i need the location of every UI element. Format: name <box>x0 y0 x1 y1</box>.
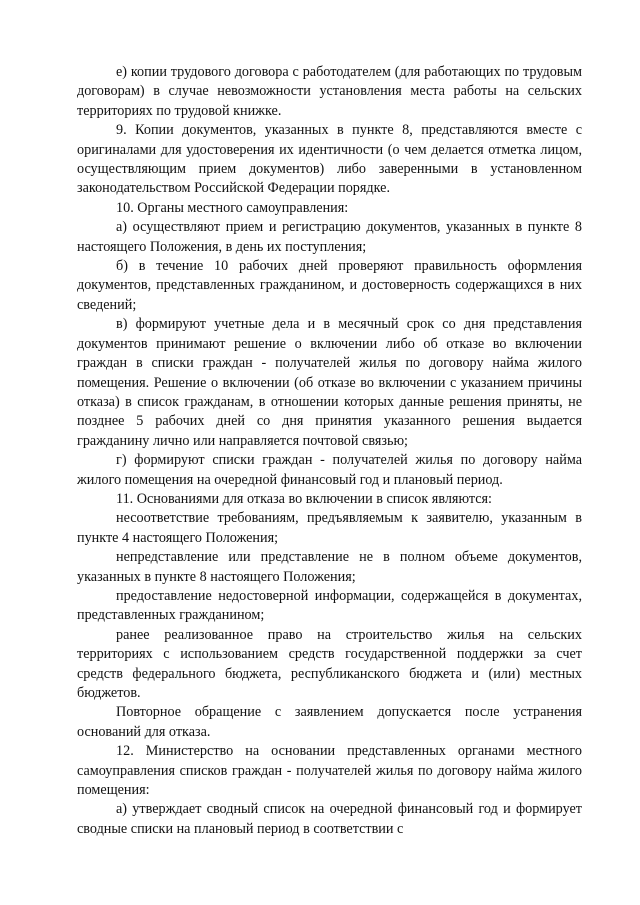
paragraph-11-item-2: непредставление или представление не в полном объеме документов, указанных в пункте 8 настоящего Положения; <box>77 549 582 585</box>
document-body <box>77 63 582 839</box>
paragraph-11-item-4: ранее реализованное право на строительство жилья на сельских территориях с использованием средств государственной поддержки за счет средств федерального бюджета, республиканского бюджета и (или) местных бюджетов. <box>77 626 582 701</box>
paragraph-11-item-3: предоставление недостоверной информации, содержащейся в документах, представленных гражданином; <box>77 587 582 624</box>
paragraph-e-labor-contract: е) копии трудового договора с работодателем (для работающих по трудовым договорам) в случае невозможности установления места работы на сельских территориях по трудовой книжке. <box>77 64 582 119</box>
paragraph-12: 12. Министерство на основании представленных органами местного самоуправления списков граждан - получателей жилья по договору найма жилого помещения: <box>77 743 582 799</box>
paragraph-10a: а) осуществляют прием и регистрацию документов, указанных в пункте 8 настоящего Положения, в день их поступления; <box>77 219 582 255</box>
paragraph-10v: в) формируют учетные дела и в месячный срок со дня представления документов принимают решение о включении либо об отказе во включении граждан в списки граждан - получателей жилья по договору найма жилого помещения. Решение о включении (об отказе во включении с указанием причины отказа) в список гражданам, в отношении которых данные решения приняты, не позднее 5 рабочих дней со дня принятия указанного решения выдается гражданину лично или направляется почтовой связью; <box>77 316 582 449</box>
paragraph-12a: а) утверждает сводный список на очередной финансовый год и формирует сводные списки на плановый период в соответствии с <box>77 801 582 837</box>
paragraph-10b: б) в течение 10 рабочих дней проверяют правильность оформления документов, представленных гражданином, и достоверность содержащихся в них сведений; <box>77 258 582 313</box>
paragraph-repeat-application: Повторное обращение с заявлением допускается после устранения оснований для отказа. <box>77 704 582 740</box>
paragraph-10: 10. Органы местного самоуправления: <box>116 199 349 216</box>
paragraph-9: 9. Копии документов, указанных в пункте 8, представляются вместе с оригиналами для удостоверения их идентичности (о чем делается отметка лицом, осуществляющим прием документов) либо заверенными в установленном законодательством Российской Федерации порядке. <box>77 122 582 197</box>
paragraph-11: 11. Основаниями для отказа во включении в список являются: <box>116 490 493 507</box>
paragraph-10g: г) формируют списки граждан - получателей жилья по договору найма жилого помещения на очередной финансовый год и плановый период. <box>77 452 582 488</box>
paragraph-11-item-1: несоответствие требованиям, предъявляемым к заявителю, указанным в пункте 4 настоящего Положения; <box>77 510 582 546</box>
